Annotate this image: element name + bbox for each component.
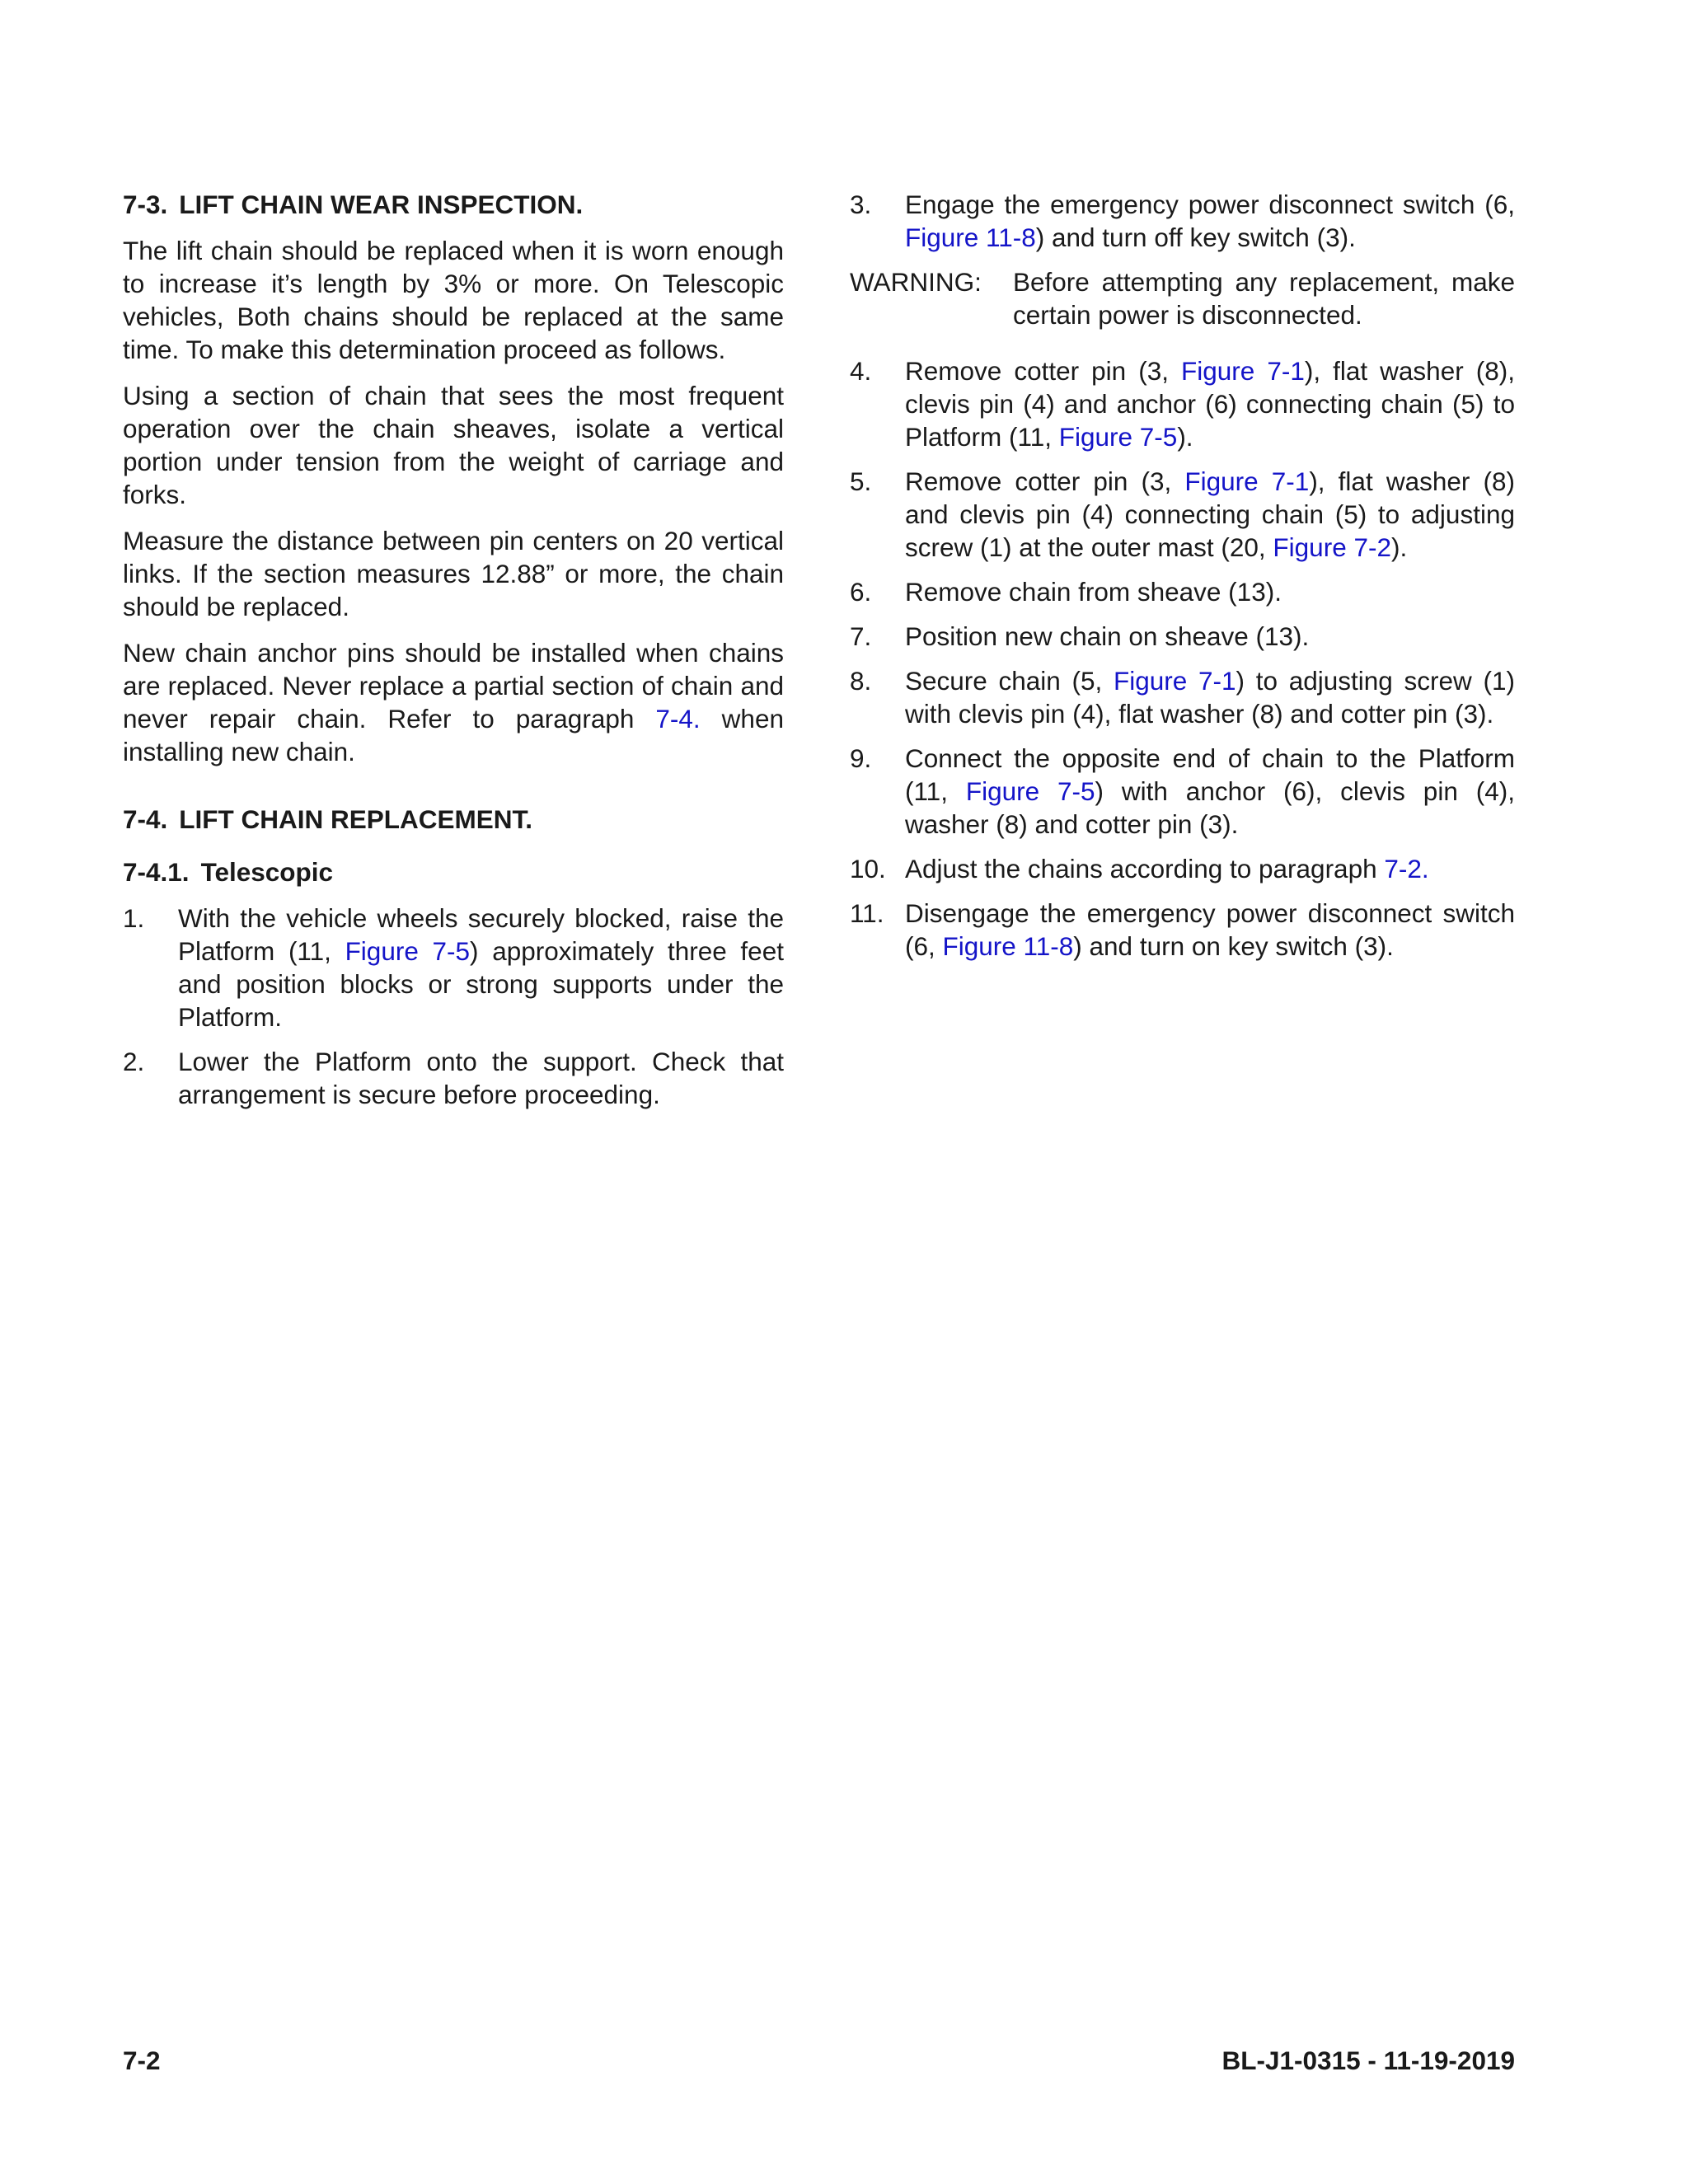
text: Remove cotter pin (3, (905, 356, 1181, 386)
text: ) and turn off key switch (3). (1035, 223, 1356, 252)
list-item (850, 354, 1515, 453)
text: Adjust the chains according to paragraph (905, 854, 1385, 883)
section-number: 7-4. (123, 804, 168, 834)
item-number: 3. (850, 190, 872, 219)
section-number: 7-3. (123, 190, 168, 219)
item-text (905, 465, 1515, 564)
section-title: LIFT CHAIN REPLACEMENT. (179, 804, 533, 834)
left-column (123, 188, 784, 1122)
section-number: 7-4.1. (123, 857, 190, 887)
item-text (905, 188, 1515, 254)
item-number: 11. (850, 898, 884, 928)
right-column (850, 188, 1515, 974)
figure-link[interactable]: Figure 7-5 (1058, 422, 1178, 452)
section-7-3-heading (123, 188, 784, 221)
text: Engage the emergency power disconnect switch (6, (905, 190, 1515, 219)
text: ) to adjusting screw (1) with clevis pin (4), flat washer (8) and cotter pin (3). (905, 666, 1515, 729)
item-number: 7. (850, 621, 872, 651)
list-item (850, 188, 1515, 254)
item-text: Remove chain from sheave (13). (905, 577, 1282, 607)
figure-link[interactable]: Figure 7-1 (1184, 466, 1310, 496)
paragraph: Using a section of chain that sees the most frequent operation over the chain sheaves, isolate a vertical portion under tension from the weight of carriage and forks. (123, 381, 784, 509)
item-number: 5. (850, 466, 872, 496)
text: when installing new chain. (123, 704, 784, 766)
list-item (850, 852, 1515, 885)
paragraph-link-7-2[interactable]: 7-2. (1384, 854, 1429, 883)
item-text (905, 742, 1515, 841)
item-text (178, 902, 784, 1033)
warning-label: WARNING: (850, 267, 982, 297)
document-id: BL-J1-0315 - 11-19-2019 (1221, 2046, 1515, 2075)
warning-note (850, 265, 1515, 331)
text: Remove cotter pin (3, (905, 466, 1185, 496)
item-text (905, 664, 1515, 730)
figure-link[interactable]: Figure 11-8 (905, 223, 1036, 252)
subsection-7-4-1-heading (123, 855, 784, 888)
text: ), flat washer (8) and clevis pin (4) connecting chain (5) to adjusting screw (1) at the outer mast (20, (905, 466, 1515, 562)
paragraph: The lift chain should be replaced when it is worn enough to increase it’s length by 3% or more. On Telescopic vehicles, Both chains should be replaced at the same time. To make this determination proceed as follows. (123, 236, 784, 364)
item-number: 6. (850, 577, 872, 607)
text: ). (1177, 422, 1193, 452)
list-item (850, 897, 1515, 963)
list-item (850, 620, 1515, 653)
list-item (850, 575, 1515, 608)
item-text (905, 852, 1515, 885)
text: ) approximately three feet and position blocks or strong supports under the Platform. (178, 936, 784, 1032)
section-7-4-heading (123, 803, 784, 836)
text: ), flat washer (8), clevis pin (4) and anchor (6) connecting chain (5) to Platform (11, (905, 356, 1515, 452)
text: Connect the opposite end of chain to the Platform (11, (905, 743, 1515, 806)
text: ) and turn on key switch (3). (1073, 931, 1394, 961)
figure-link[interactable]: Figure 7-5 (965, 776, 1095, 806)
section-title: Telescopic (200, 857, 334, 887)
text: ) with anchor (6), clevis pin (4), washer (8) and cotter pin (3). (905, 776, 1515, 839)
warning-text: Before attempting any replacement, make certain power is disconnected. (1013, 267, 1515, 330)
paragraph-link-7-4[interactable]: 7-4. (655, 704, 701, 733)
item-text: Lower the Platform onto the support. Check that arrangement is secure before proceeding. (178, 1047, 784, 1109)
text: ). (1391, 532, 1408, 562)
item-text (905, 354, 1515, 453)
item-number: 1. (123, 903, 145, 933)
item-number: 8. (850, 666, 872, 696)
figure-link[interactable]: Figure 7-2 (1273, 532, 1391, 562)
list-item (850, 465, 1515, 564)
figure-link[interactable]: Figure 7-1 (1114, 666, 1236, 696)
figure-link[interactable]: Figure 7-5 (345, 936, 471, 966)
text: Secure chain (5, (905, 666, 1114, 696)
paragraph: Measure the distance between pin centers on 20 vertical links. If the section measures 12.88” or more, the chain should be replaced. (123, 526, 784, 621)
text: Disengage the emergency power disconnect switch (6, (905, 898, 1515, 961)
text: New chain anchor pins should be installed when chains are replaced. Never replace a partial section of chain and never repair chain. Refer to paragraph (123, 638, 784, 733)
figure-link[interactable]: Figure 7-1 (1181, 356, 1305, 386)
item-number: 9. (850, 743, 872, 773)
item-number: 2. (123, 1047, 145, 1076)
paragraph (123, 636, 784, 768)
figure-link[interactable]: Figure 11-8 (942, 931, 1074, 961)
item-number: 4. (850, 356, 872, 386)
list-item (123, 902, 784, 1033)
item-number: 10. (850, 854, 886, 883)
list-item (850, 742, 1515, 841)
item-text (905, 897, 1515, 963)
text: With the vehicle wheels securely blocked, raise the Platform (11, (178, 903, 784, 966)
list-item (123, 1045, 784, 1111)
page-number: 7-2 (123, 2046, 161, 2075)
section-title: LIFT CHAIN WEAR INSPECTION. (179, 190, 584, 219)
list-item (850, 664, 1515, 730)
item-text: Position new chain on sheave (13). (905, 621, 1310, 651)
